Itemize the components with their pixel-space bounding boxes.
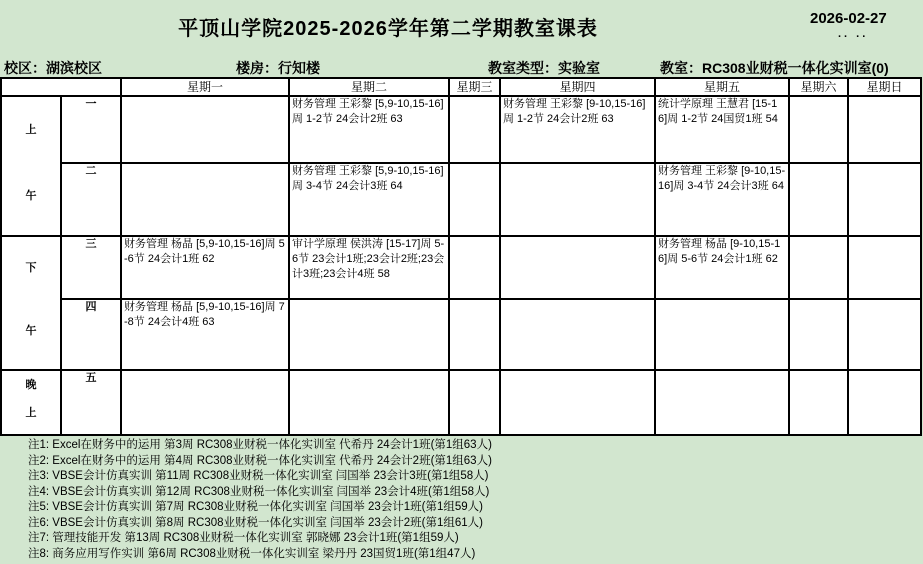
cell-sat-2 [789, 163, 848, 236]
cell-sat-3 [789, 236, 848, 299]
cell-sun-2 [848, 163, 921, 236]
cell-mon-3: 财务管理 杨晶 [5,9-10,15-16]周 5-6节 24会计1班 62 [121, 236, 289, 299]
cell-wed-3 [449, 236, 500, 299]
day-header-sat: 星期六 [789, 78, 848, 96]
cell-fri-4 [655, 299, 789, 370]
cell-mon-1 [121, 96, 289, 163]
cell-sat-4 [789, 299, 848, 370]
room-type-label: 教室类型：实验室 [488, 60, 600, 76]
note-line: 注5: VBSE会计仿真实训 第7周 RC308业财税一体化实训室 闫国举 23会计1班(第1组59人) [28, 501, 483, 513]
day-header-thu: 星期四 [500, 78, 655, 96]
table-row-period-1 [1, 96, 921, 163]
corner-cell [1, 78, 121, 96]
session-char: 晚 [25, 378, 37, 391]
page-title: 平顶山学院2025-2026学年第二学期教室课表 [178, 18, 598, 40]
cell-fri-1: 统计学原理 王慧君 [15-16]周 1-2节 24国贸1班 54 [655, 96, 789, 163]
note-line: 注3: VBSE会计仿真实训 第11周 RC308业财税一体化实训室 闫国举 23会计3班(第1组58人) [28, 470, 489, 482]
cell-sun-1 [848, 96, 921, 163]
cell-tue-3: 审计学原理 侯洪涛 [15-17]周 5-6节 23会计1班;23会计2班;23会计3班;23会计4班 58 [289, 236, 449, 299]
note-line: 注7: 管理技能开发 第13周 RC308业财税一体化实训室 郭晓娜 23会计1班(第1组59人) [28, 532, 459, 544]
cell-thu-4 [500, 299, 655, 370]
period-label-1: 一 [61, 96, 121, 163]
cell-thu-3 [500, 236, 655, 299]
cell-wed-1 [449, 96, 500, 163]
table-row-period-4 [1, 299, 921, 370]
cell-sun-4 [848, 299, 921, 370]
period-label-4: 四 [61, 299, 121, 370]
cell-sun-3 [848, 236, 921, 299]
cell-mon-2 [121, 163, 289, 236]
period-label-5: 五 [61, 370, 121, 435]
cell-mon-5 [121, 370, 289, 435]
period-label-2: 二 [61, 163, 121, 236]
note-line: 注4: VBSE会计仿真实训 第12周 RC308业财税一体化实训室 闫国举 23会计4班(第1组58人) [28, 485, 490, 498]
note-line: 注1: Excel在财务中的运用 第3周 RC308业财税一体化实训室 代希丹 24会计1班(第1组63人) [28, 439, 492, 451]
cell-fri-2: 财务管理 王彩黎 [9-10,15-16]周 3-4节 24会计3班 64 [655, 163, 789, 236]
session-label-afternoon [1, 236, 61, 370]
notes-section [28, 438, 908, 562]
table-row-period-5 [1, 370, 921, 435]
day-header-sun: 星期日 [848, 78, 921, 96]
cell-wed-2 [449, 163, 500, 236]
cell-tue-4 [289, 299, 449, 370]
cell-wed-4 [449, 299, 500, 370]
table-row-period-2 [1, 163, 921, 236]
session-label-evening [1, 370, 61, 435]
note-line: 注2: Excel在财务中的运用 第4周 RC308业财税一体化实训室 代希丹 24会计2班(第1组63人) [28, 454, 492, 467]
table-row-period-3 [1, 236, 921, 299]
room-label: 教室：RC308业财税一体化实训室(0) [660, 60, 889, 76]
cell-thu-2 [500, 163, 655, 236]
day-header-wed: 星期三 [449, 78, 500, 96]
info-bar [0, 58, 923, 77]
cell-fri-3: 财务管理 杨晶 [9-10,15-16]周 5-6节 24会计1班 62 [655, 236, 789, 299]
session-char: 上 [25, 123, 37, 136]
session-char: 午 [25, 325, 37, 337]
day-header-mon: 星期一 [121, 78, 289, 96]
session-char: 午 [25, 189, 37, 202]
timetable [0, 77, 922, 436]
cell-mon-4: 财务管理 杨晶 [5,9-10,15-16]周 7-8节 24会计4班 63 [121, 299, 289, 370]
cell-fri-5 [655, 370, 789, 435]
cell-tue-2: 财务管理 王彩黎 [5,9-10,15-16]周 3-4节 24会计3班 64 [289, 163, 449, 236]
cell-tue-5 [289, 370, 449, 435]
cell-thu-5 [500, 370, 655, 435]
day-header-tue: 星期二 [289, 78, 449, 96]
date-dots: .. .. [838, 28, 869, 40]
campus-label: 校区：湖滨校区 [4, 60, 102, 76]
building-label: 楼房：行知楼 [236, 60, 320, 76]
cell-sat-5 [789, 370, 848, 435]
cell-wed-5 [449, 370, 500, 435]
day-header-fri: 星期五 [655, 78, 789, 96]
session-char: 上 [25, 407, 37, 420]
report-date: 2026-02-27 [810, 10, 887, 27]
cell-sat-1 [789, 96, 848, 163]
cell-tue-1: 财务管理 王彩黎 [5,9-10,15-16]周 1-2节 24会计2班 63 [289, 96, 449, 163]
period-label-3: 三 [61, 236, 121, 299]
session-char: 下 [25, 262, 37, 274]
day-header-row [1, 78, 921, 96]
cell-sun-5 [848, 370, 921, 435]
note-line: 注8: 商务应用写作实训 第6周 RC308业财税一体化实训室 梁丹丹 23国贸1班(第1组47人) [28, 547, 476, 560]
session-label-morning [1, 96, 61, 236]
note-line: 注6: VBSE会计仿真实训 第8周 RC308业财税一体化实训室 闫国举 23会计2班(第1组61人) [28, 516, 483, 529]
cell-thu-1: 财务管理 王彩黎 [9-10,15-16]周 1-2节 24会计2班 63 [500, 96, 655, 163]
